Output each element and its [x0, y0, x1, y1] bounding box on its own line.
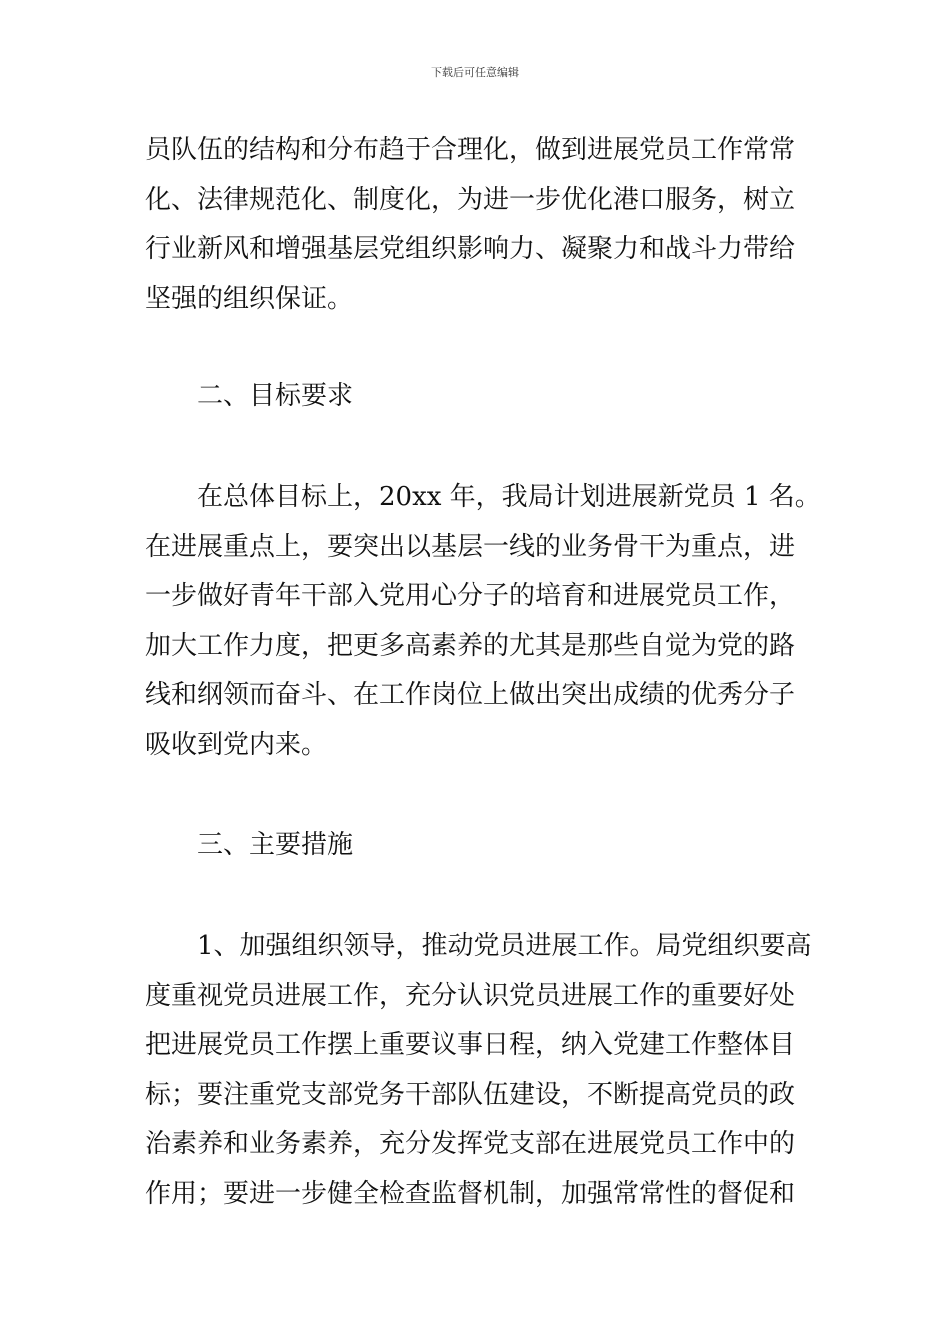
text-line: 行业新风和增强基层党组织影响力、凝聚力和战斗力带给 — [145, 234, 796, 264]
paragraph-measures — [145, 922, 813, 1219]
text-line: 治素养和业务素养，充分发挥党支部在进展党员工作中的 — [145, 1129, 796, 1159]
paragraph-intro-continuation — [145, 126, 813, 324]
text-line: 标；要注重党支部党务干部队伍建设，不断提高党员的政 — [145, 1079, 796, 1110]
text-line: 把进展党员工作摆上重要议事日程，纳入党建工作整体目 — [145, 1030, 796, 1060]
page-header: 下载后可任意编辑 — [431, 66, 519, 79]
heading-text: 三、主要措施 — [197, 830, 354, 860]
text-line: 一步做好青年干部入党用心分子的培育和进展党员工作， — [145, 581, 796, 611]
text-line: 在总体目标上，20xx 年，我局计划进展新党员 1 名。 — [197, 482, 821, 512]
text-line: 加大工作力度，把更多高素养的尤其是那些自觉为党的路 — [145, 630, 796, 661]
paragraph-goals — [145, 473, 821, 770]
text-line: 作用；要进一步健全检查监督机制，加强常常性的督促和 — [145, 1178, 796, 1209]
text-line: 线和纲领而奋斗、在工作岗位上做出突出成绩的优秀分子 — [145, 680, 796, 710]
text-line: 坚强的组织保证。 — [145, 283, 354, 314]
text-line: 在进展重点上，要突出以基层一线的业务骨干为重点，进 — [145, 531, 796, 562]
text-line: 员队伍的结构和分布趋于合理化，做到进展党员工作常常 — [145, 135, 796, 165]
text-line: 度重视党员进展工作，充分认识党员进展工作的重要好处 — [145, 980, 796, 1011]
text-line: 1、加强组织领导，推动党员进展工作。局党组织要高 — [197, 931, 812, 961]
section-heading-goals — [197, 372, 865, 422]
text-line: 化、法律规范化、制度化，为进一步优化港口服务，树立 — [145, 184, 796, 215]
text-line: 吸收到党内来。 — [145, 729, 328, 760]
section-heading-measures — [197, 821, 865, 871]
heading-text: 二、目标要求 — [197, 381, 354, 411]
